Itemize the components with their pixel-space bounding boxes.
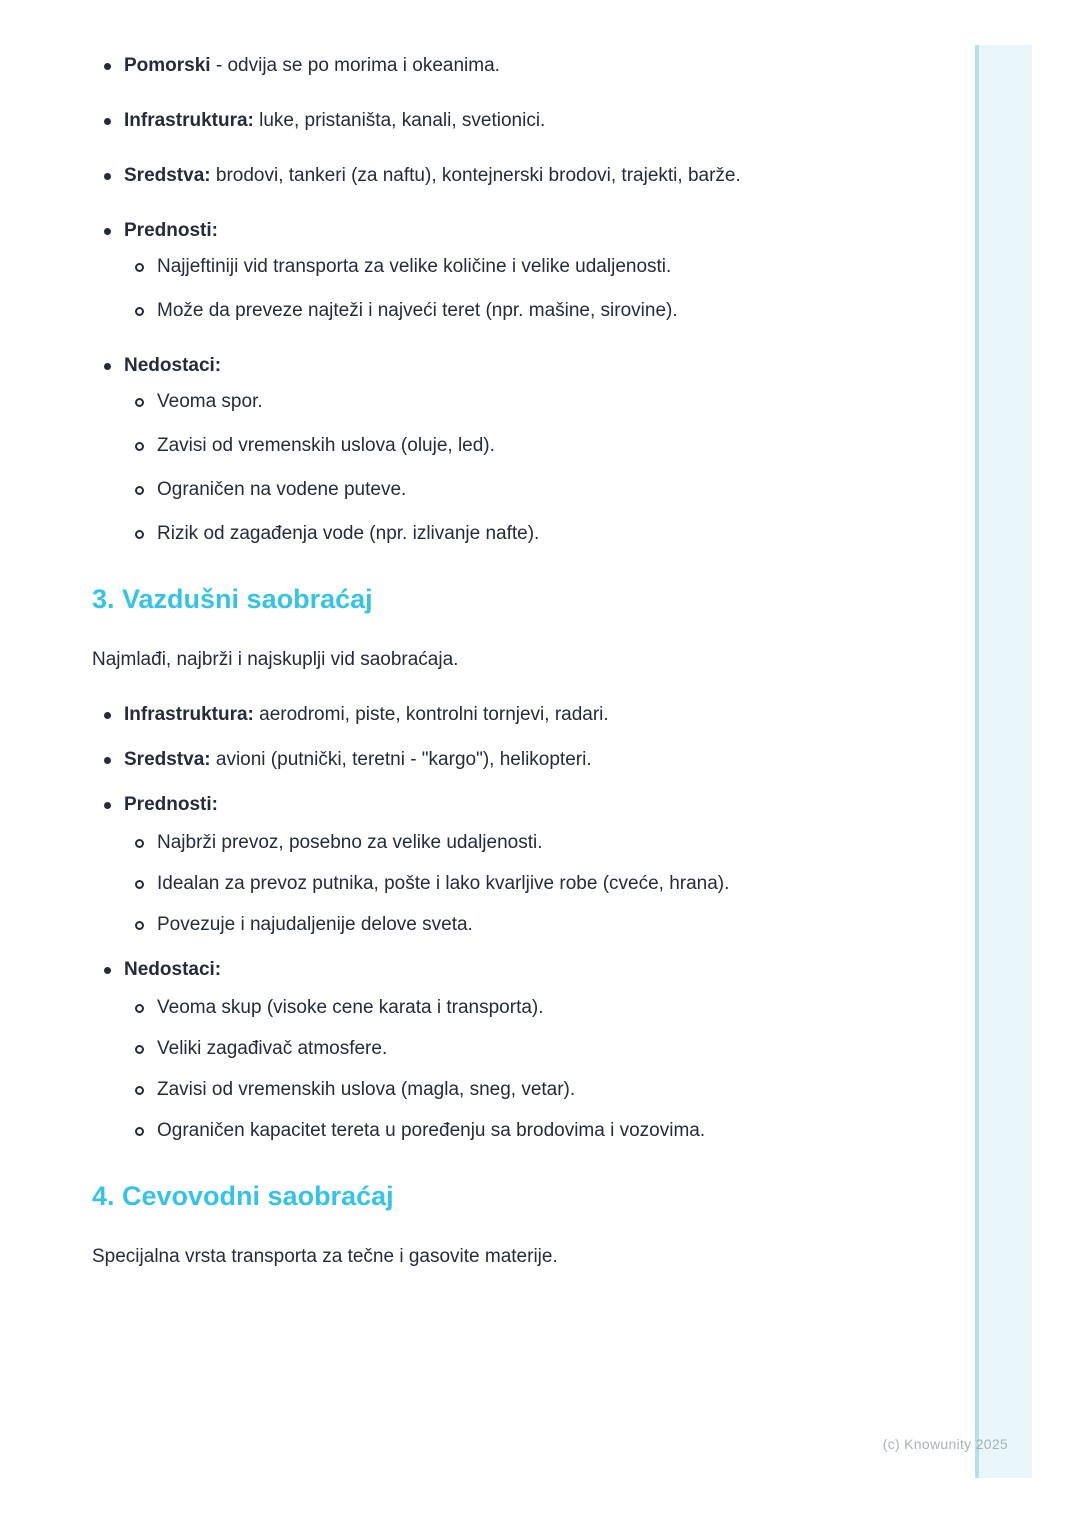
section-heading: 3. Vazdušni saobraćaj: [92, 584, 373, 614]
sub-bullet-list: [124, 384, 834, 552]
bullet-item: [92, 103, 834, 139]
bullet-text: aerodromi, piste, kontrolni tornjevi, radari.: [253, 704, 609, 725]
sub-bullet-list: [124, 249, 834, 329]
page-footer: (c) Knowunity 2025: [882, 1436, 1008, 1452]
section-intro: Specijalna vrsta transporta za tečne i gasovite materije.: [92, 1246, 558, 1267]
bullet-item: [92, 697, 834, 733]
bullet-item: [92, 348, 834, 552]
side-stripe: [975, 45, 1032, 1478]
bullet-text: - odvija se po morima i okeanima.: [210, 55, 500, 76]
page-content: [92, 48, 834, 1294]
bullet-item: [92, 48, 834, 84]
bullet-item: [92, 952, 834, 1149]
sub-bullet-item: Veliki zagađivač atmosfere.: [124, 1031, 834, 1067]
bullet-label: Nedostaci:: [124, 355, 222, 376]
sub-bullet-item: Najbrži prevoz, posebno za velike udaljenosti.: [124, 825, 834, 861]
bullet-item: [92, 787, 834, 943]
sub-bullet-item: Veoma skup (visoke cene karata i transporta).: [124, 990, 834, 1026]
bullet-list: [92, 48, 834, 552]
bullet-label: Infrastruktura:: [124, 110, 254, 131]
sub-bullet-list: [124, 990, 834, 1149]
bullet-item: [92, 158, 834, 194]
sub-bullet-item: Rizik od zagađenja vode (npr. izlivanje nafte).: [124, 516, 834, 552]
section-intro: Najmlađi, najbrži i najskuplji vid saobraćaja.: [92, 649, 459, 670]
sub-bullet-item: Idealan za prevoz putnika, pošte i lako kvarljive robe (cveće, hrana).: [124, 866, 834, 902]
bullet-text: luke, pristaništa, kanali, svetionici.: [253, 110, 546, 131]
sub-bullet-item: Najjeftiniji vid transporta za velike količine i velike udaljenosti.: [124, 249, 834, 285]
bullet-label: Prednosti:: [124, 794, 218, 815]
sub-bullet-item: Povezuje i najudaljenije delove sveta.: [124, 907, 834, 943]
section-heading: 4. Cevovodni saobraćaj: [92, 1181, 394, 1211]
sub-bullet-item: Može da preveze najteži i najveći teret (npr. mašine, sirovine).: [124, 293, 834, 329]
bullet-label: Prednosti:: [124, 220, 218, 241]
bullet-item: [92, 213, 834, 329]
sub-bullet-item: Veoma spor.: [124, 384, 834, 420]
bullet-list: [92, 697, 834, 1149]
bullet-label: Nedostaci:: [124, 959, 222, 980]
bullet-text: brodovi, tankeri (za naftu), kontejnerski brodovi, trajekti, barže.: [210, 165, 741, 186]
bullet-label: Sredstva:: [124, 165, 211, 186]
bullet-label: Infrastruktura:: [124, 704, 254, 725]
sub-bullet-item: Ograničen na vodene puteve.: [124, 472, 834, 508]
sub-bullet-list: [124, 825, 834, 943]
sub-bullet-item: Ograničen kapacitet tereta u poređenju sa brodovima i vozovima.: [124, 1113, 834, 1149]
bullet-item: [92, 742, 834, 778]
bullet-label: Pomorski: [124, 55, 211, 76]
bullet-label: Sredstva:: [124, 749, 211, 770]
sub-bullet-item: Zavisi od vremenskih uslova (oluje, led).: [124, 428, 834, 464]
bullet-text: avioni (putnički, teretni - "kargo"), helikopteri.: [210, 749, 592, 770]
sub-bullet-item: Zavisi od vremenskih uslova (magla, sneg, vetar).: [124, 1072, 834, 1108]
